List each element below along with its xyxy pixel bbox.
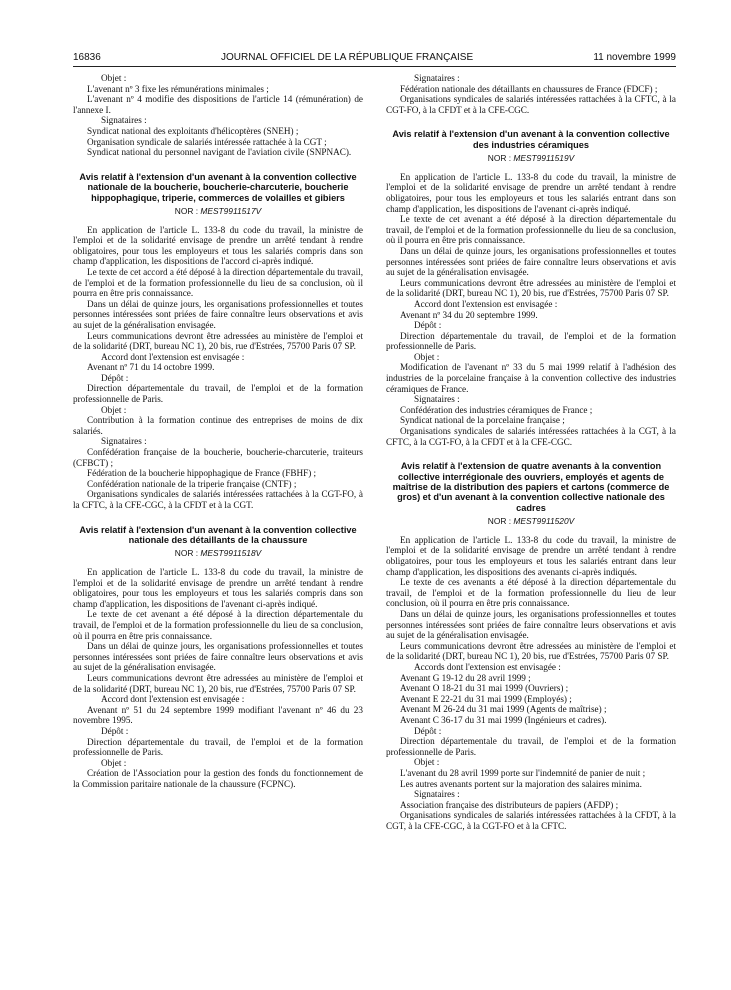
paragraph: L'avenant nº 3 fixe les rémunérations minimales ; <box>87 83 269 94</box>
paragraph: Organisations syndicales de salariés intéressées rattachées à la CGT-FO, à la CFTC, à la CFE-CGC, à la CFDT et à la CGT. <box>73 489 363 510</box>
field-heading: Signataires : <box>414 73 460 83</box>
nor-code: MEST9911520V <box>513 516 575 527</box>
field-heading: Signataires : <box>414 394 460 405</box>
paragraph: Création de l'Association pour la gestion des fonds du fonctionnement de la Commission paritaire nationale de la chaussure (FCPNC). <box>73 768 363 789</box>
paragraph: Avenant nº 51 du 24 septembre 1999 modifiant l'avenant nº 46 du 23 novembre 1995. <box>73 704 363 726</box>
paragraph: Le texte de cet avenant a été déposé à la direction départementale du travail, de l'emploi et de la formation professionnelle du lieu de sa conclusion, où il pourra en être pris connaissance. <box>73 609 363 641</box>
paragraph: Dans un délai de quinze jours, les organisations professionnelles et toutes personnes intéressées sont priées de faire connaître leurs observations et avis au sujet de la généralisation envisagée. <box>386 609 676 641</box>
paragraph: Association française des distributeurs de papiers (AFDP) ; <box>400 799 619 810</box>
notice-boucherie <box>73 172 363 511</box>
paragraph: Direction départementale du travail, de l'emploi et de la formation professionnelle de Paris. <box>73 383 363 405</box>
paragraph: En application de l'article L. 133-8 du code du travail, la ministre de l'emploi et de la solidarité envisage de prendre un arrêté tendant à rendre obligatoires, pour tous les employeurs et tous les salariés entrant dans leur champ d'application, les dispositions des avenants ci-après indiqués. <box>386 534 676 577</box>
field-heading: Dépôt : <box>101 372 129 383</box>
paragraph: Avenant M 26-24 du 31 mai 1999 (Agents de maîtrise) ; <box>400 704 607 715</box>
paragraph: Dans un délai de quinze jours, les organisations professionnelles et toutes personnes intéressées sont priées de faire connaître leurs observations et avis au sujet de la généralisation envisagée. <box>73 641 363 673</box>
field-heading: Signataires : <box>414 789 460 800</box>
left-top-block <box>73 73 363 158</box>
paragraph: Organisations syndicales de salariés intéressées rattachées à la CGT, à la CFTC, à la CGT-FO, à la CFDT et à la CFE-CGC. <box>386 426 676 447</box>
field-heading: Accord dont l'extension est envisagée : <box>101 694 245 705</box>
page-number: 16836 <box>73 52 101 63</box>
notice-body <box>386 535 676 832</box>
paragraph: Avenant nº 71 du 14 octobre 1999. <box>87 362 215 373</box>
field-heading: Dépôt : <box>414 320 442 331</box>
paragraph: Avenant C 36-17 du 31 mai 1999 (Ingénieurs et cadres). <box>400 714 607 725</box>
two-column-body <box>73 73 676 831</box>
paragraph: Contribution à la formation continue des entreprises de moins de dix salariés. <box>73 415 363 436</box>
paragraph: Leurs communications devront être adressées au ministère de l'emploi et de la solidarité (DRT, bureau NC 1), 20 bis, rue d'Estrées, 75700 Paris 07 SP. <box>73 330 363 352</box>
nor-reference <box>386 153 676 164</box>
nor-code: MEST9911518V <box>200 548 262 559</box>
field-heading: Objet : <box>101 757 127 768</box>
field-heading: Accord dont l'extension est envisagée : <box>414 298 558 309</box>
notice-chaussure <box>73 525 363 790</box>
notice-title: Avis relatif à l'extension d'un avenant à la convention collective nationale des détaillants de la chaussure <box>79 524 357 545</box>
nor-reference <box>386 516 676 527</box>
nor-reference <box>73 548 363 559</box>
right-top-block <box>386 73 676 115</box>
paragraph: Fédération de la boucherie hippophagique de France (FBHF) ; <box>87 468 317 479</box>
journal-title: JOURNAL OFFICIEL DE LA RÉPUBLIQUE FRANÇAISE <box>221 52 474 63</box>
paragraph: Confédération des industries céramiques de France ; <box>400 404 593 415</box>
publication-date: 11 novembre 1999 <box>593 52 676 63</box>
paragraph: En application de l'article L. 133-8 du code du travail, la ministre de l'emploi et de la solidarité envisage de prendre un arrêté tendant à rendre obligatoires, pour tous les employeurs et tous les salariés compris dans son champ d'application, les dispositions de l'avenant ci-après indiqué. <box>73 567 363 609</box>
paragraph: Leurs communications devront être adressées au ministère de l'emploi et de la solidarité (DRT, bureau NC 1), 20 bis, rue d'Estrées, 75700 Paris 07 SP. <box>386 640 676 662</box>
paragraph: Avenant E 22-21 du 31 mai 1999 (Employés) ; <box>400 693 572 704</box>
field-heading: Objet : <box>101 404 127 415</box>
paragraph: Avenant O 18-21 du 31 mai 1999 (Ouvriers) ; <box>400 683 569 694</box>
field-heading: Signataires : <box>101 436 147 447</box>
paragraph: Avenant G 19-12 du 28 avril 1999 ; <box>400 672 531 683</box>
paragraph: Modification de l'avenant nº 33 du 5 mai 1999 relatif à l'adhésion des industries de la porcelaine française à la convention collective des industries céramiques de France. <box>386 362 676 394</box>
notice-body <box>73 225 363 511</box>
paragraph: Syndicat national du personnel navigant de l'aviation civile (SNPNAC). <box>87 147 352 158</box>
paragraph: Confédération nationale de la triperie française (CNTF) ; <box>87 478 297 489</box>
paragraph: Dans un délai de quinze jours, les organisations professionnelles et toutes personnes intéressées sont priées de faire connaître leurs observations et avis au sujet de la généralisation envisagée. <box>386 245 676 278</box>
nor-label: NOR : <box>174 548 199 559</box>
notice-papiers-cartons <box>386 461 676 831</box>
page-header <box>73 52 676 67</box>
nor-code: MEST9911519V <box>513 153 575 164</box>
left-column <box>73 73 363 831</box>
nor-label: NOR : <box>174 205 199 216</box>
paragraph: Le texte de ces avenants a été déposé à la direction départementale du travail, de l'emploi et de la formation professionnelle du lieu de leur conclusion, où il pourra en être pris connaissance. <box>386 577 676 609</box>
paragraph: L'avenant nº 4 modifie des dispositions de l'article 14 (rémunération) de l'annexe I. <box>73 94 363 115</box>
notice-ceramiques <box>386 129 676 447</box>
notice-title: Avis relatif à l'extension de quatre avenants à la convention collective interrégionale des ouvriers, employés et agents de maîtrise de la distribution des papiers et cartons (commerce de gros) et d'un avenant à la convention collective nationale des cadres <box>392 461 670 513</box>
nor-label: NOR : <box>487 516 512 527</box>
paragraph: Direction départementale du travail, de l'emploi et de la formation professionnelle de Paris. <box>386 330 676 352</box>
paragraph: Fédération nationale des détaillants en chaussures de France (FDCF) ; <box>400 83 658 94</box>
field-heading: Accord dont l'extension est envisagée : <box>101 351 245 362</box>
paragraph: Leurs communications devront être adressées au ministère de l'emploi et de la solidarité (DRT, bureau NC 1), 20 bis, rue d'Estrées, 75700 Paris 07 SP. <box>386 277 676 299</box>
paragraph: En application de l'article L. 133-8 du code du travail, la ministre de l'emploi et de la solidarité envisage de prendre un arrêté tendant à rendre obligatoires, pour tous les employeurs et tous les salariés entrant dans son champ d'application, les dispositions de l'avenant ci-après indiqué. <box>386 171 676 214</box>
paragraph: Direction départementale du travail, de l'emploi et de la formation professionnelle de Paris. <box>386 736 676 757</box>
notice-title: Avis relatif à l'extension d'un avenant à la convention collective nationale de la boucherie, boucherie-charcuterie, boucherie hippophagique, triperie, commerces de volailles et gibiers <box>79 171 357 203</box>
paragraph: Avenant nº 34 du 20 septembre 1999. <box>400 309 538 320</box>
field-heading: Objet : <box>414 351 440 362</box>
paragraph: Organisation syndicale de salariés intéressée rattachée à la CGT ; <box>87 136 327 147</box>
paragraph: L'avenant du 28 avril 1999 porte sur l'indemnité de panier de nuit ; <box>400 767 646 778</box>
paragraph: Dans un délai de quinze jours, les organisations professionnelles et toutes personnes intéressées sont priées de faire connaître leurs observations et avis au sujet de la généralisation envisagée. <box>73 298 363 330</box>
paragraph: Les autres avenants portent sur la majoration des salaires minima. <box>400 778 642 789</box>
nor-label: NOR : <box>487 153 512 164</box>
paragraph: En application de l'article L. 133-8 du code du travail, la ministre de l'emploi et de la solidarité envisage de prendre un arrêté tendant à rendre obligatoires, pour tous les employeurs et tous les salariés compris dans son champ d'application, les dispositions de l'accord ci-après indiqué. <box>73 224 363 267</box>
right-column <box>386 73 676 831</box>
paragraph: Organisations syndicales de salariés intéressées rattachées à la CFDT, à la CGT, à la CFE-CGC, à la CGT-FO et à la CFTC. <box>386 810 676 831</box>
nor-reference <box>73 206 363 217</box>
field-heading: Objet : <box>101 73 127 83</box>
nor-code: MEST9911517V <box>200 205 262 216</box>
field-heading: Signataires : <box>101 115 147 126</box>
paragraph: Le texte de cet avenant a été déposé à la direction départementale du travail, de l'emploi et de la formation professionnelle du lieu de sa conclusion, où il pourra en être pris connaissance. <box>386 214 676 246</box>
field-heading: Dépôt : <box>101 725 129 736</box>
paragraph: Le texte de cet accord a été déposé à la direction départementale du travail, de l'emploi et de la formation professionnelle du lieu de sa conclusion, où il pourra en être pris connaissance. <box>73 266 363 299</box>
notice-body <box>386 172 676 447</box>
paragraph: Syndicat national de la porcelaine française ; <box>400 415 565 426</box>
notice-title: Avis relatif à l'extension d'un avenant à la convention collective des industries céramiques <box>392 129 670 150</box>
paragraph: Organisations syndicales de salariés intéressées rattachées à la CFTC, à la CGT-FO, à la CFDT et à la CFE-CGC. <box>386 94 676 115</box>
paragraph: Confédération française de la boucherie, boucherie-charcuterie, traiteurs (CFBCT) ; <box>73 447 363 468</box>
notice-body <box>73 567 363 789</box>
field-heading: Accords dont l'extension est envisagée : <box>414 661 561 672</box>
field-heading: Objet : <box>414 757 440 768</box>
paragraph: Leurs communications devront être adressées au ministère de l'emploi et de la solidarité (DRT, bureau NC 1), 20 bis, rue d'Estrées, 75700 Paris 07 SP. <box>73 672 363 694</box>
paragraph: Direction départementale du travail, de l'emploi et de la formation professionnelle de Paris. <box>73 736 363 758</box>
paragraph: Syndicat national des exploitants d'hélicoptères (SNEH) ; <box>87 125 299 136</box>
field-heading: Dépôt : <box>414 725 442 736</box>
